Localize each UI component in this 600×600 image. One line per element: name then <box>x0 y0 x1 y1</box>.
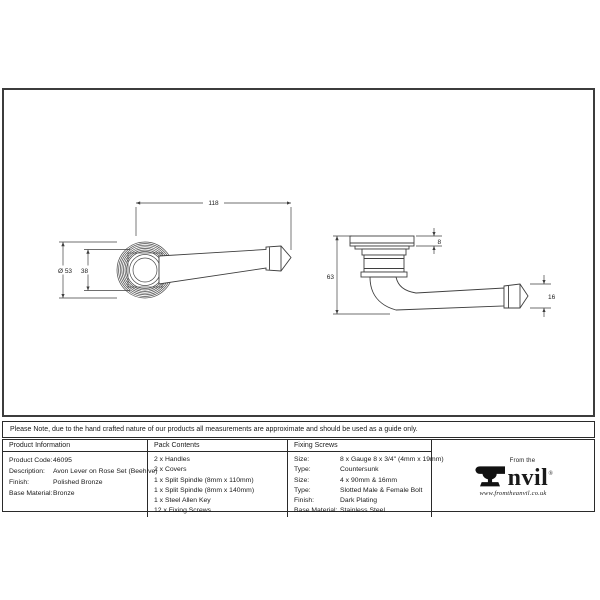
logo-wordmark-text: nvil <box>507 465 549 492</box>
list-item: 1 x Split Spindle (8mm x 140mm) <box>154 486 255 494</box>
table-row <box>294 496 431 506</box>
fixing-screws-body <box>288 452 444 517</box>
row-value: Polished Bronze <box>53 479 103 486</box>
row-value: Bronze <box>53 490 75 497</box>
dimension-lever-thickness-16 <box>530 275 556 317</box>
logo-wordmark <box>507 465 554 492</box>
row-value: Avon Lever on Rose Set (Beehive) <box>53 468 158 475</box>
table-row <box>9 455 147 466</box>
table-row <box>9 488 147 499</box>
row-label: Size: <box>294 476 310 484</box>
anvil-logo <box>473 458 554 498</box>
list-item: 1 x Steel Allen Key <box>154 497 211 505</box>
row-value: Dark Plating <box>340 497 378 505</box>
product-info-body <box>3 452 158 517</box>
table-row <box>294 465 431 475</box>
side-view <box>350 236 528 310</box>
product-info-column <box>3 440 158 517</box>
row-label: Size: <box>294 456 310 463</box>
row-value: 8 x Gauge 8 x 3/4" (4mm x 19mm) <box>340 456 444 463</box>
dim-label-lever-thickness: 16 <box>548 294 556 301</box>
logo-website: www.fromtheanvil.co.uk <box>479 490 547 498</box>
dimension-rose-thickness-8 <box>416 228 442 254</box>
dim-label-rose-thickness: 8 <box>437 239 442 246</box>
row-value: Countersunk <box>340 466 379 474</box>
front-view <box>117 242 291 298</box>
product-info-header: Product Information <box>3 440 147 452</box>
dim-label-projection: 63 <box>326 274 334 281</box>
row-value: 4 x 90mm & 16mm <box>340 476 398 484</box>
row-label: Product Code: <box>9 457 53 464</box>
row-value: 46095 <box>53 457 72 464</box>
dim-label-inner-diameter: 38 <box>80 268 89 275</box>
measurement-note-text: Please Note, due to the hand crafted nature of our products all measurements are approximate and should be used as a guide only. <box>10 426 418 433</box>
fixing-screws-header: Fixing Screws <box>288 440 431 452</box>
list-item: 2 x Covers <box>154 466 187 474</box>
rose-side <box>350 236 414 277</box>
row-label: Finish: <box>294 497 315 505</box>
row-label: Type: <box>294 466 311 474</box>
lever-handle-drawing <box>4 90 593 415</box>
logo-tagline: From the <box>509 458 536 465</box>
dim-label-length: 118 <box>208 200 219 207</box>
table-row <box>294 455 444 465</box>
technical-drawing-area <box>2 88 595 417</box>
list-item: 12 x Fixing Screws <box>154 507 212 515</box>
logo-cell <box>432 440 594 517</box>
table-row <box>9 466 158 477</box>
table-row <box>294 476 431 486</box>
fixing-screws-column <box>288 440 444 517</box>
row-label: Finish: <box>9 479 30 486</box>
front-view-dimensions <box>54 198 291 298</box>
list-item: 1 x Split Spindle (8mm x 110mm) <box>154 476 254 484</box>
measurement-note-bar <box>2 421 595 438</box>
lever-side <box>370 277 528 310</box>
pack-contents-column <box>148 440 288 517</box>
row-label: Type: <box>294 486 311 494</box>
pack-contents-header: Pack Contents <box>148 440 287 452</box>
anvil-icon <box>473 463 507 488</box>
table-row <box>294 506 431 516</box>
table-row <box>294 486 431 496</box>
lever-front <box>159 246 291 284</box>
registered-mark: ® <box>548 471 554 478</box>
row-label: Description: <box>9 468 45 475</box>
dim-label-rose-diameter: Ø 53 <box>57 268 73 275</box>
row-value: Slotted Male & Female Bolt <box>340 486 423 494</box>
row-value: Stainless Steel <box>340 507 385 515</box>
row-label: Base Material: <box>294 507 338 515</box>
row-label: Base Material: <box>9 490 53 497</box>
spec-table <box>2 439 595 515</box>
dimension-length-118 <box>136 198 291 250</box>
pack-contents-body <box>148 452 287 517</box>
table-row <box>9 477 147 488</box>
dimension-inner-diameter-38 <box>79 250 131 291</box>
list-item: 2 x Handles <box>154 456 190 463</box>
